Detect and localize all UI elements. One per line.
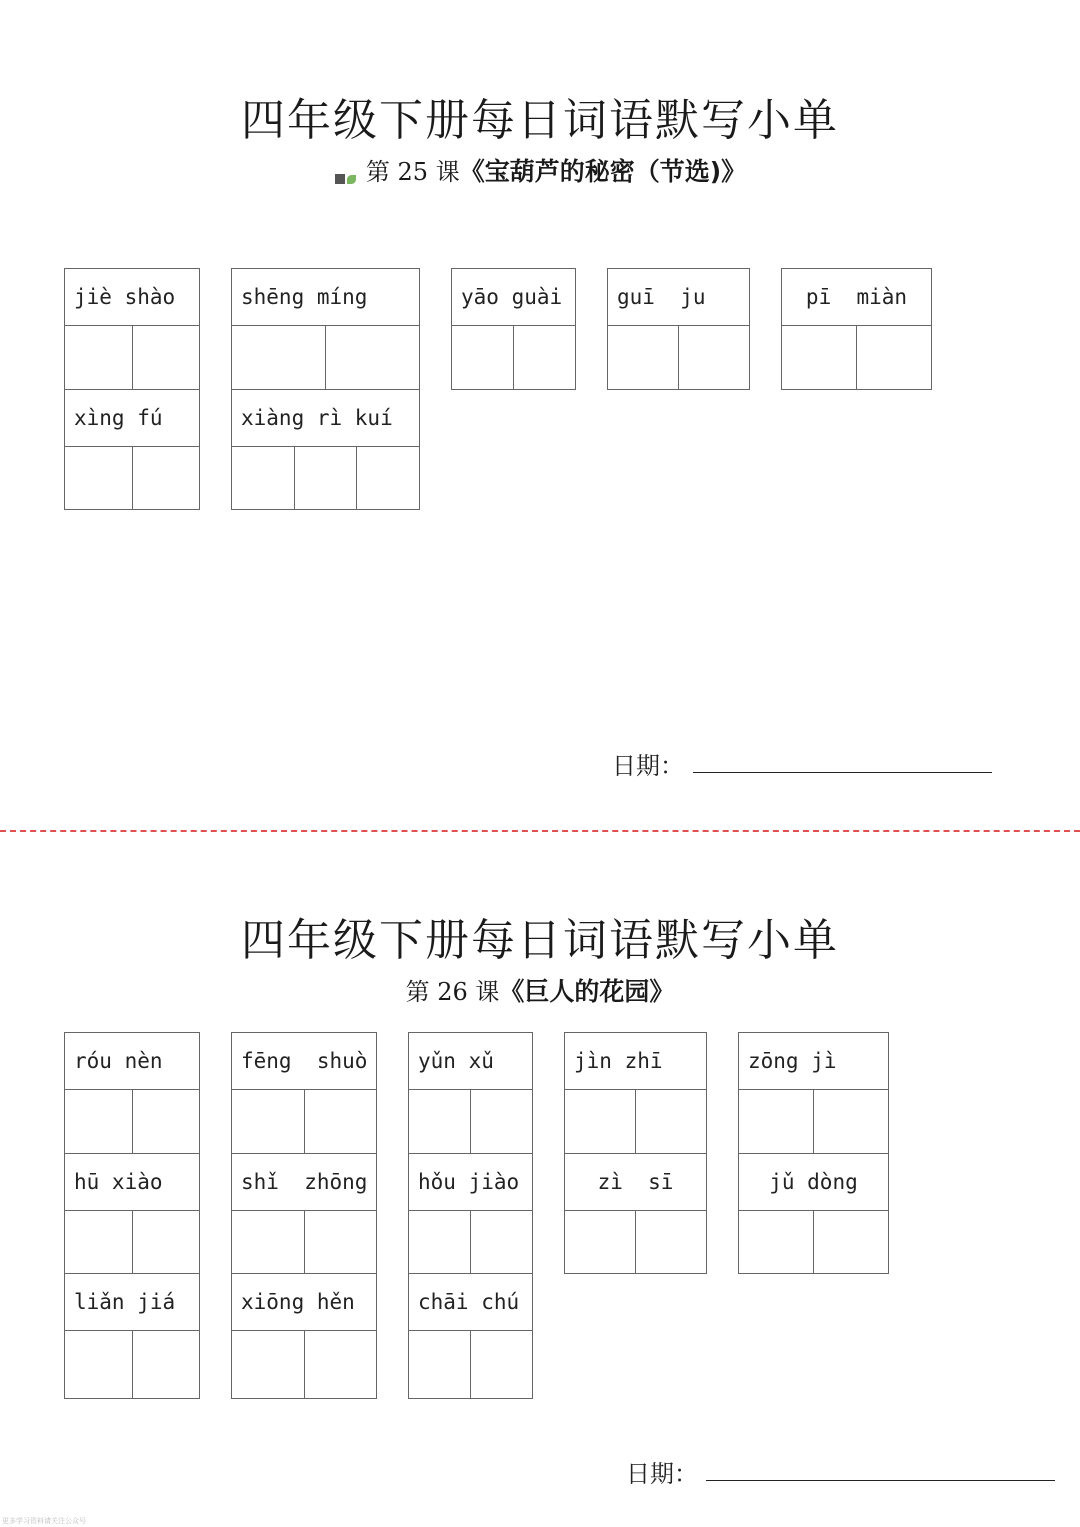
write-cell[interactable] [305, 1211, 377, 1273]
lesson-prefix: 第 [405, 978, 430, 1006]
pinyin-label: chāi chú [409, 1274, 532, 1331]
write-cell[interactable] [65, 1090, 133, 1153]
pinyin-label: pī miàn [782, 269, 931, 326]
pinyin-label: jǔ dòng [739, 1154, 888, 1211]
word-box [231, 1153, 377, 1274]
pinyin-label: liǎn jiá [65, 1274, 199, 1331]
date-field[interactable] [693, 772, 992, 773]
write-cell[interactable] [295, 447, 358, 509]
write-cell[interactable] [857, 326, 931, 389]
write-cell[interactable] [608, 326, 679, 389]
sheet2-title: 四年级下册每日词语默写小单 [241, 915, 839, 966]
pinyin-label: yǔn xǔ [409, 1033, 532, 1090]
write-cell[interactable] [232, 447, 295, 509]
word-box [231, 1032, 377, 1154]
word-box [231, 268, 420, 390]
write-cell[interactable] [305, 1090, 377, 1153]
lesson-suffix: 课 [435, 158, 460, 186]
word-box [408, 1153, 533, 1274]
write-cell[interactable] [814, 1211, 888, 1273]
write-cell[interactable] [65, 326, 133, 389]
word-box [64, 1032, 200, 1154]
word-box [408, 1032, 533, 1154]
pinyin-label: jìn zhī [565, 1033, 706, 1090]
pinyin-label: xìng fú [65, 390, 199, 447]
pinyin-label: xiàng rì kuí [232, 390, 419, 447]
write-cell[interactable] [326, 326, 419, 389]
word-box [564, 1032, 707, 1154]
sheet1-lesson [0, 152, 1080, 188]
lesson-title: 《宝葫芦的秘密（节选)》 [459, 157, 747, 186]
write-cell[interactable] [409, 1331, 471, 1398]
word-box [408, 1273, 533, 1399]
word-box [64, 268, 200, 390]
write-cell[interactable] [133, 1211, 200, 1273]
pinyin-label: shǐ zhōng [232, 1154, 376, 1211]
write-cell[interactable] [232, 326, 326, 389]
footer-credit: 更多学习资料请关注公众号 [2, 1517, 86, 1525]
word-box [231, 389, 420, 510]
date-label: 日期： [626, 1460, 698, 1488]
write-cell[interactable] [357, 447, 419, 509]
word-box [64, 389, 200, 510]
lesson-suffix: 课 [475, 978, 500, 1006]
write-cell[interactable] [232, 1211, 305, 1273]
sheet2-lesson [0, 972, 1080, 1008]
word-box [451, 268, 576, 390]
cut-line-divider [0, 830, 1080, 832]
date-label: 日期： [612, 752, 684, 780]
write-cell[interactable] [679, 326, 749, 389]
lesson-title: 《巨人的花园》 [499, 977, 675, 1006]
write-cell[interactable] [471, 1211, 532, 1273]
word-box [607, 268, 750, 390]
write-cell[interactable] [133, 1331, 200, 1398]
word-box [781, 268, 932, 390]
sheet1-title: 四年级下册每日词语默写小单 [241, 95, 839, 146]
write-cell[interactable] [636, 1211, 706, 1273]
pinyin-label: xiōng hěn [232, 1274, 376, 1331]
pinyin-label: hǒu jiào [409, 1154, 532, 1211]
write-cell[interactable] [814, 1090, 888, 1153]
write-cell[interactable] [133, 447, 200, 509]
word-box [738, 1153, 889, 1274]
pinyin-label: shēng míng [232, 269, 419, 326]
write-cell[interactable] [409, 1090, 471, 1153]
lesson-number: 25 [397, 158, 429, 186]
lesson-number: 26 [437, 978, 468, 1006]
write-cell[interactable] [471, 1090, 532, 1153]
pinyin-label: fēng shuò [232, 1033, 376, 1090]
pinyin-label: zōng jì [739, 1033, 888, 1090]
write-cell[interactable] [409, 1211, 471, 1273]
write-cell[interactable] [65, 1211, 133, 1273]
pinyin-label: hū xiào [65, 1154, 199, 1211]
write-cell[interactable] [305, 1331, 377, 1398]
write-cell[interactable] [232, 1331, 305, 1398]
pinyin-label: guī ju [608, 269, 749, 326]
write-cell[interactable] [133, 1090, 200, 1153]
pinyin-label: róu nèn [65, 1033, 199, 1090]
write-cell[interactable] [452, 326, 514, 389]
write-cell[interactable] [514, 326, 575, 389]
word-box [231, 1273, 377, 1399]
pinyin-label: yāo guài [452, 269, 575, 326]
write-cell[interactable] [133, 326, 200, 389]
write-cell[interactable] [636, 1090, 706, 1153]
write-cell[interactable] [471, 1331, 532, 1398]
word-box [64, 1153, 200, 1274]
word-box [564, 1153, 707, 1274]
word-box [64, 1273, 200, 1399]
write-cell[interactable] [565, 1211, 636, 1273]
pinyin-label: jiè shào [65, 269, 199, 326]
publisher-logo-icon [334, 162, 358, 176]
write-cell[interactable] [782, 326, 857, 389]
word-box [738, 1032, 889, 1154]
write-cell[interactable] [65, 447, 133, 509]
pinyin-label: zì sī [565, 1154, 706, 1211]
write-cell[interactable] [565, 1090, 636, 1153]
lesson-prefix: 第 [365, 158, 390, 186]
date-field[interactable] [706, 1480, 1055, 1481]
write-cell[interactable] [232, 1090, 305, 1153]
write-cell[interactable] [739, 1090, 814, 1153]
write-cell[interactable] [739, 1211, 814, 1273]
write-cell[interactable] [65, 1331, 133, 1398]
